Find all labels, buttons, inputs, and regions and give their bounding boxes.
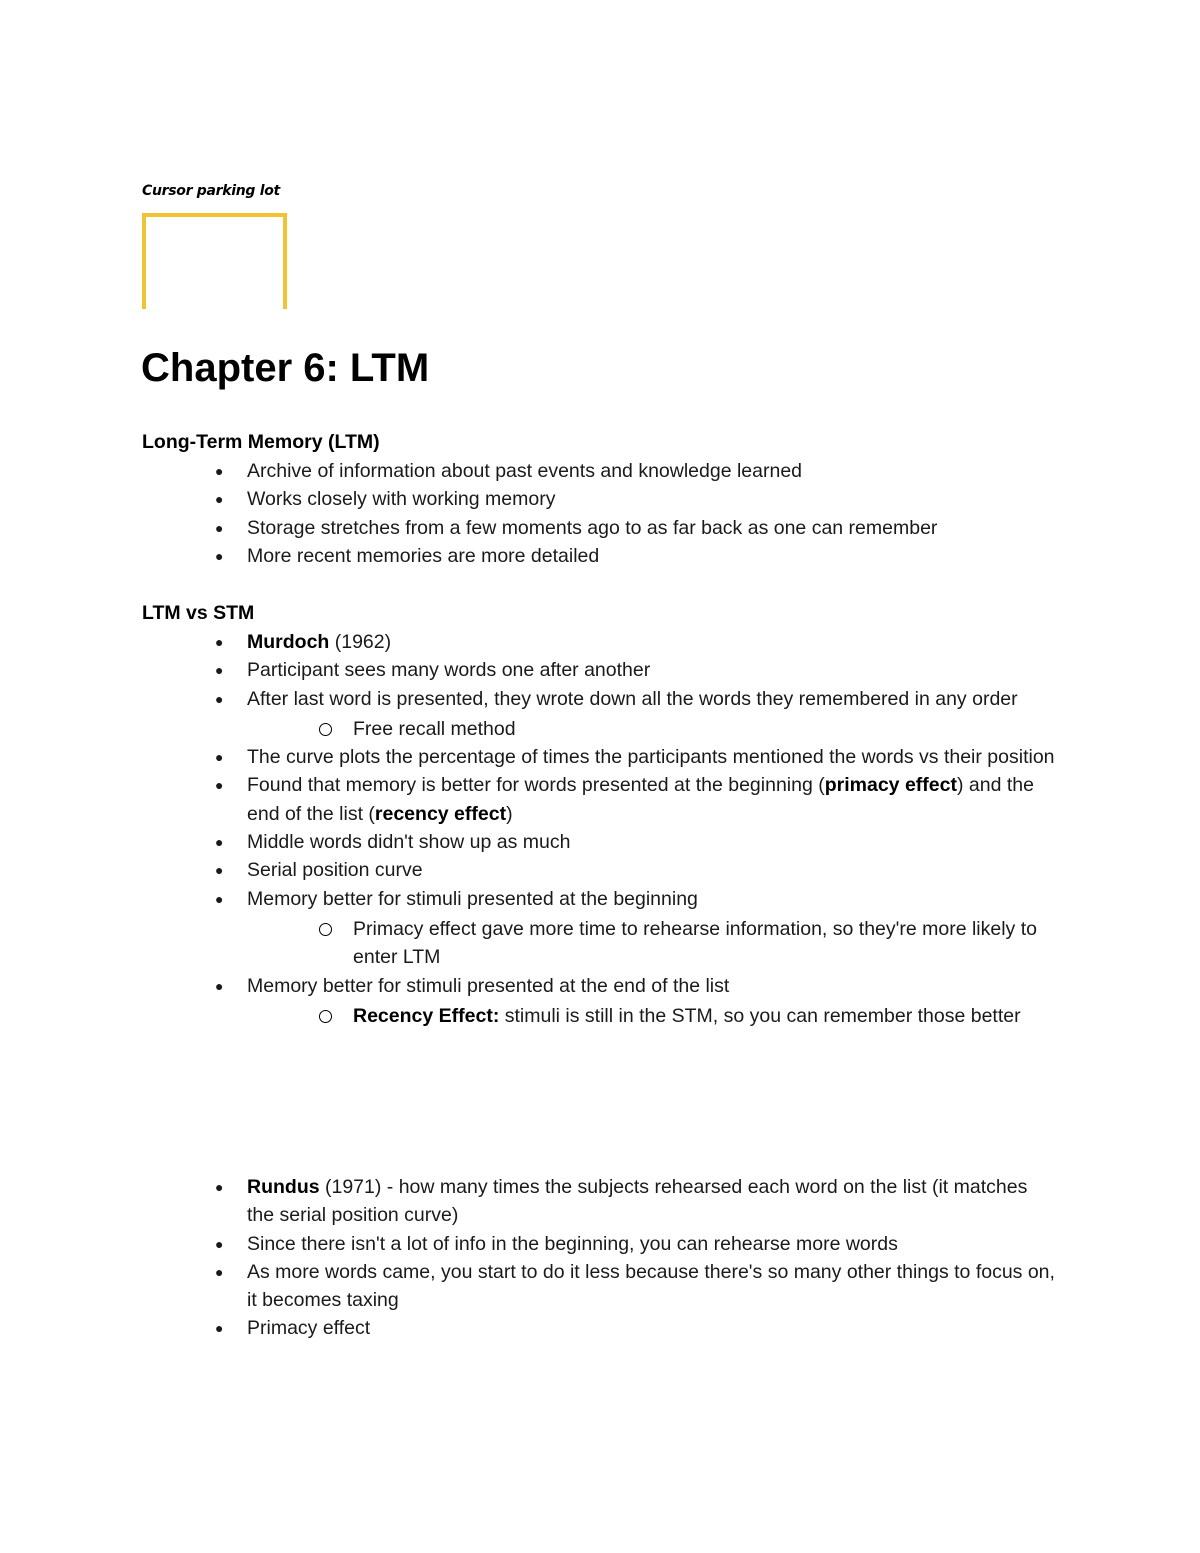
bullet-icon: ● (215, 463, 224, 479)
bullet-icon: ● (215, 1263, 224, 1280)
cursor-parking-label: Cursor parking lot (142, 183, 280, 199)
bullet-icon: ● (215, 1235, 224, 1252)
page-title: Chapter 6: LTM (141, 346, 430, 390)
sub-list-item: Free recall method (353, 715, 1053, 743)
list-item: ● Memory better for stimuli presented at the beginning (247, 885, 1057, 913)
bullet-icon: ● (215, 662, 224, 679)
hollow-bullet-icon (319, 1010, 332, 1023)
list-item: ● Memory better for stimuli presented at the end of the list (247, 972, 1057, 1000)
bullet-icon: ● (215, 749, 224, 766)
bullet-icon: ● (215, 634, 224, 650)
bullet-icon: ● (215, 1320, 224, 1337)
list-item: ● More recent memories are more detailed (247, 542, 1057, 570)
bullet-icon: ● (215, 862, 224, 879)
list-item: ● Serial position curve (247, 856, 1057, 884)
list-item: ● As more words came, you start to do it less because there's so many other things to focus on, it becomes taxing (247, 1258, 1057, 1315)
list-item: ● Since there isn't a lot of info in the beginning, you can rehearse more words (247, 1230, 1057, 1258)
sub-list-item-recency: Recency Effect: stimuli is still in the STM, so you can remember those better (353, 1002, 1053, 1030)
section-heading-ltm-vs-stm: LTM vs STM (142, 602, 255, 624)
bullet-icon: ● (215, 491, 224, 508)
recency-effect-label: Recency Effect: (353, 1004, 500, 1027)
murdoch-name: Murdoch (247, 631, 330, 653)
bullet-icon: ● (215, 1179, 224, 1195)
list-item: ● Storage stretches from a few moments ago to as far back as one can remember (247, 514, 1057, 542)
hollow-bullet-icon (319, 723, 332, 736)
ltm-vs-stm-list (0, 628, 1200, 1030)
list-item: ● Middle words didn't show up as much (247, 828, 1057, 856)
rundus-list (0, 1173, 1200, 1343)
bullet-icon: ● (215, 547, 224, 564)
list-item-found: ● Found that memory is better for words presented at the beginning (primacy effect) and the end of the list (recency effect) (247, 771, 1057, 828)
recency-effect-term: recency effect (374, 802, 507, 825)
bullet-icon: ● (215, 977, 224, 994)
rundus-name: Rundus (247, 1176, 320, 1198)
bullet-icon: ● (215, 777, 224, 794)
bullet-icon: ● (215, 690, 224, 707)
list-item-murdoch: ● Murdoch (1962) (247, 628, 1057, 656)
list-item: ● The curve plots the percentage of times the participants mentioned the words vs their position (247, 743, 1057, 771)
list-item: ● Primacy effect (247, 1314, 1057, 1342)
sub-list-item: Primacy effect gave more time to rehearse information, so they're more likely to enter LTM (353, 915, 1053, 972)
ltm-list (0, 457, 1200, 570)
list-item: ● After last word is presented, they wrote down all the words they remembered in any order (247, 685, 1057, 713)
list-item: ● Archive of information about past events and knowledge learned (247, 457, 1057, 485)
bullet-icon: ● (215, 834, 224, 851)
section-heading-ltm: Long-Term Memory (LTM) (142, 431, 380, 453)
cursor-parking-box[interactable] (142, 213, 287, 309)
bullet-icon: ● (215, 519, 224, 536)
list-item: ● Participant sees many words one after another (247, 656, 1057, 684)
list-item-rundus: ● Rundus (1971) - how many times the subjects rehearsed each word on the list (it matches the serial position curve) (247, 1173, 1057, 1230)
hollow-bullet-icon (319, 923, 332, 936)
primacy-effect-term: primacy effect (824, 774, 957, 797)
bullet-icon: ● (215, 890, 224, 907)
list-item: ● Works closely with working memory (247, 485, 1057, 513)
